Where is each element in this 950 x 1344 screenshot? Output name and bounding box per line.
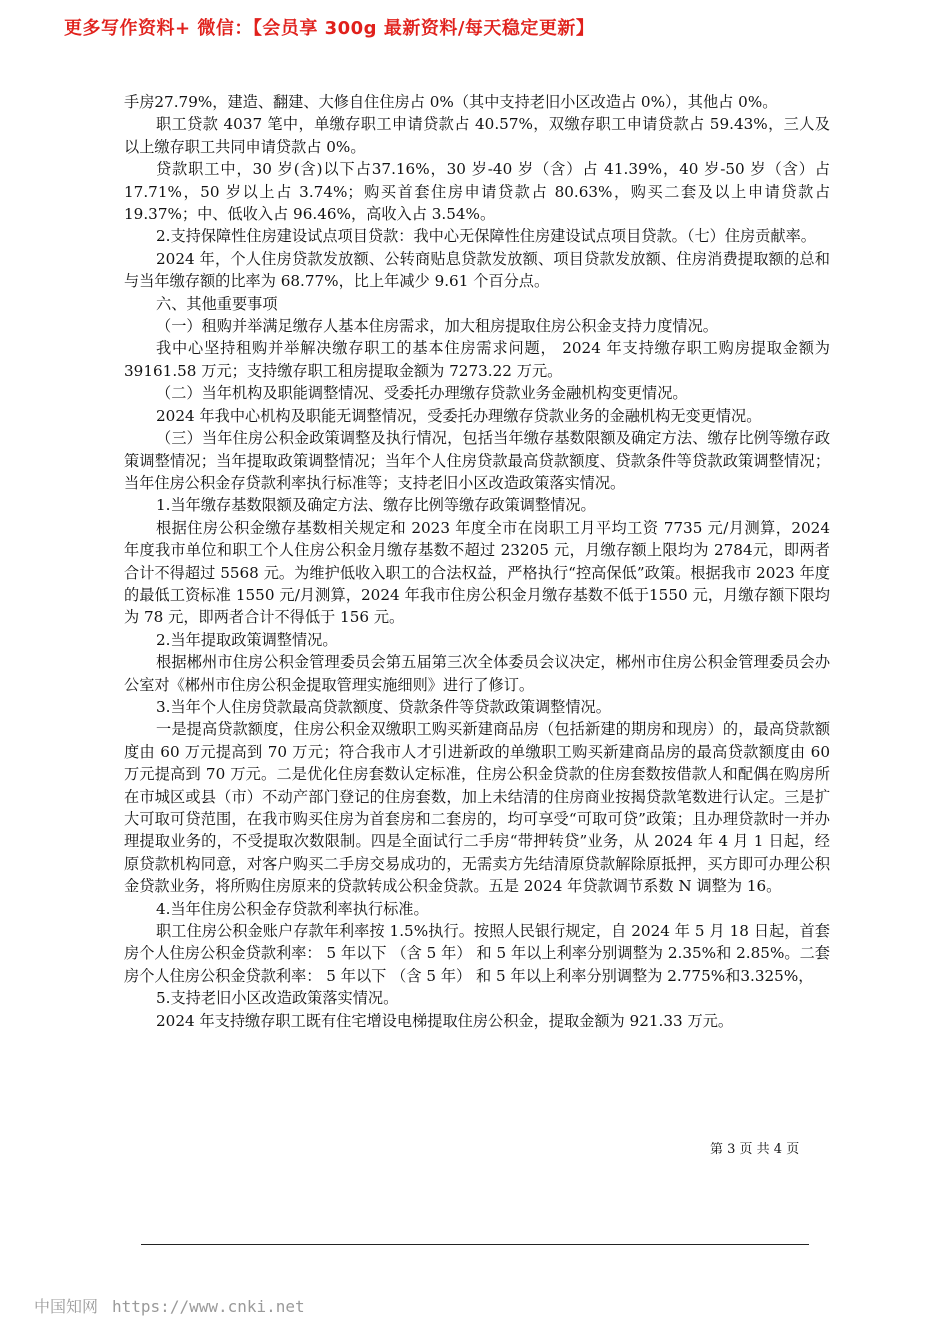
footer-divider (141, 1244, 809, 1245)
item-heading: 4.当年住房公积金存贷款利率执行标准。 (156, 899, 429, 918)
promo-banner: 更多写作资料+ 微信：【会员享 300g 最新资料/每天稳定更新】 (64, 18, 595, 39)
item-heading: 1.当年缴存基数限额及确定方法、缴存比例等缴存政策调整情况。 (156, 496, 596, 515)
cnki-watermark (34, 1294, 305, 1317)
paragraph: 根据郴州市住房公积金管理委员会第五届第三次全体委员会议决定，郴州市住房公积金管理委员会办公室对《郴州市住房公积金提取管理实施细则》进行了修订。 (124, 653, 830, 694)
paragraph: 2024 年，个人住房贷款发放额、公转商贴息贷款发放额、项目贷款发放额、住房消费提取额的总和与当年缴存额的比率为 68.77%，比上年减少 9.61 个百分点。 (124, 249, 830, 291)
section-heading: 六、其他重要事项 (156, 294, 278, 313)
paragraph: 2.支持保障性住房建设试点项目贷款：我中心无保障性住房建设试点项目贷款。（七）住房贡献率。 (156, 227, 816, 246)
page-number: 第 3 页 共 4 页 (710, 1142, 800, 1157)
subsection-heading: （一）租购并举满足缴存人基本住房需求，加大租房提取住房公积金支持力度情况。 (156, 317, 718, 336)
paragraph: 2024 年支持缴存职工既有住宅增设电梯提取住房公积金，提取金额为 921.33 万元。 (156, 1011, 734, 1030)
item-heading: 3.当年个人住房贷款最高贷款额度、贷款条件等贷款政策调整情况。 (156, 697, 611, 716)
watermark-url: https://www.cnki.net (112, 1297, 305, 1316)
item-heading: 2.当年提取政策调整情况。 (156, 630, 338, 649)
paragraph: 根据住房公积金缴存基数相关规定和 2023 年度全市在岗职工月平均工资 7735 元/月测算，2024 年度我市单位和职工个人住房公积金月缴存基数不超过 23205 元，月缴存额上限均为 2784元，即两者合计不得超过 5568 元。为维护低收入职工的合法权益，严格执行“控高保低”政策。根据我市 2023 年度的最低工资标准 1550 元/月测算，2024 年我市住房公积金月缴存基数不低于1550 元，月缴存额下限均为 78 元，即两者合计不得低于 156 元。 (124, 518, 830, 627)
watermark-brand: 中国知网 (34, 1297, 99, 1316)
paragraph: 手房27.79%，建造、翻建、大修自住住房占 0%（其中支持老旧小区改造占 0%），其他占 0%。 (124, 93, 778, 111)
paragraph: 我中心坚持租购并举解决缴存职工的基本住房需求问题， 2024 年支持缴存职工购房提取金额为 39161.58 万元；支持缴存职工租房提取金额为 7273.22 万元。 (124, 339, 830, 380)
paragraph: 贷款职工中，30 岁(含)以下占37.16%，30 岁-40 岁（含）占 41.39%，40 岁-50 岁（含）占17.71%，50 岁以上占 3.74%；购买首套住房申请贷款占 80.63%，购买二套及以上申请贷款占19.37%；中、低收入占 96.46%，高收入占 3.54%。 (124, 160, 830, 224)
paragraph: 2024 年我中心机构及职能无调整情况，受委托办理缴存贷款业务的金融机构无变更情况。 (156, 406, 762, 425)
document-body (124, 91, 830, 1032)
paragraph: 一是提高贷款额度，住房公积金双缴职工购买新建商品房（包括新建的期房和现房）的，最高贷款额度由 60 万元提高到 70 万元；符合我市人才引进新政的单缴职工购买新建商品房的最高贷款额度由 60 万元提高到 70 万元。二是优化住房套数认定标准，住房公积金贷款的住房套数按借款人和配偶在购房所在市城区或县（市）不动产部门登记的住房套数，加上未结清的住房商业按揭贷款笔数进行认定。三是扩大可取可贷范围，在我市购买住房为首套房和二套房的，均可享受“可取可贷”政策；且办理贷款时一并办理提取业务的，不受提取次数限制。四是全面试行二手房“带押转贷”业务，从 2024 年 4 月 1 日起，经原贷款机构同意，对客户购买二手房交易成功的，无需卖方先结清原贷款解除原抵押，买方即可办理公积金贷款业务，将所购住房原来的贷款转成公积金贷款。五是 2024 年贷款调节系数 N 调整为 16。 (124, 720, 830, 896)
item-heading: 5.支持老旧小区改造政策落实情况。 (156, 989, 399, 1008)
paragraph: 职工贷款 4037 笔中，单缴存职工申请贷款占 40.57%，双缴存职工申请贷款占 59.43%，三人及以上缴存职工共同申请贷款占 0%。 (124, 115, 830, 156)
subsection-heading: （二）当年机构及职能调整情况、受委托办理缴存贷款业务金融机构变更情况。 (156, 384, 688, 403)
subsection-heading: （三）当年住房公积金政策调整及执行情况，包括当年缴存基数限额及确定方法、缴存比例等缴存政策调整情况；当年提取政策调整情况；当年个人住房贷款最高贷款额度、贷款条件等贷款政策调整情况；当年住房公积金存贷款利率执行标准等；支持老旧小区改造政策落实情况。 (124, 429, 830, 492)
paragraph: 职工住房公积金账户存款年利率按 1.5%执行。按照人民银行规定，自 2024 年 5 月 18 日起，首套房个人住房公积金贷款利率： 5 年以下 （含 5 年） 和 5 年以上利率分别调整为 2.35%和 2.85%。二套房个人住房公积金贷款利率： 5 年以下 （含 5 年） 和 5 年以上利率分别调整为 2.775%和3.325%， (124, 922, 830, 985)
